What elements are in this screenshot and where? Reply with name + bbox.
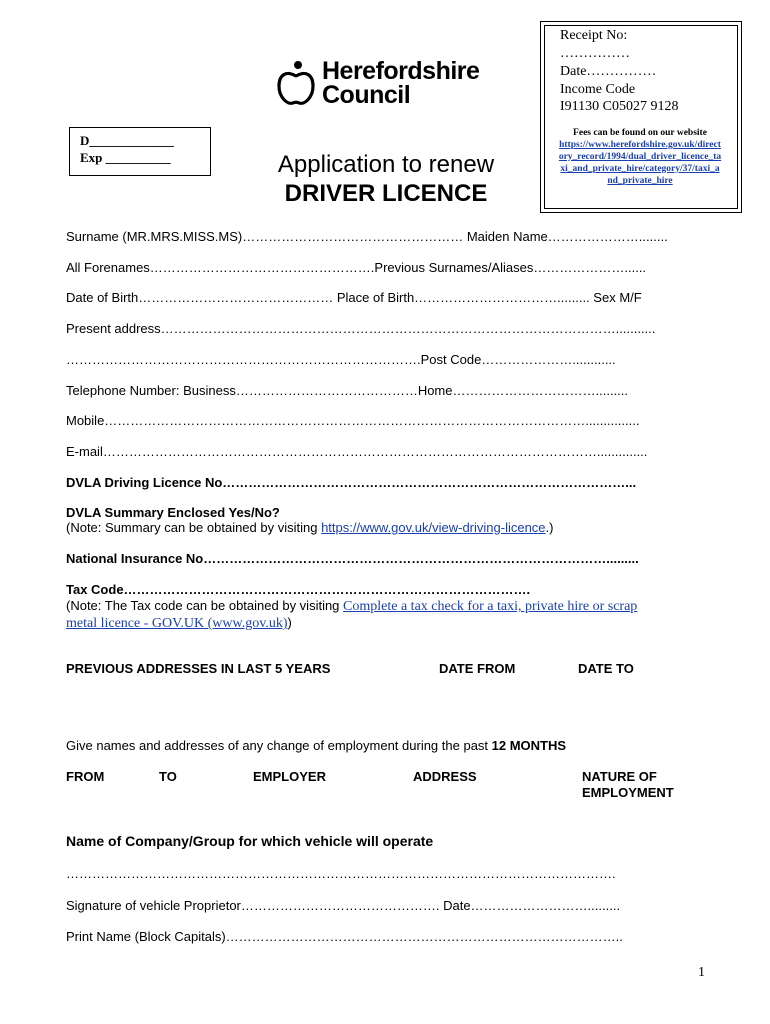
dvla-licence-field[interactable]: DVLA Driving Licence No…………………………………………………………………………………... [66,475,637,490]
ni-number-field[interactable]: National Insurance No…………………………………………………………………………………......... [66,551,639,566]
company-name-field[interactable]: ………………………………………………………………………………………………………………. [66,866,616,881]
fees-link-2[interactable]: ory_record/1994/dual_driver_licence_ta [558,152,722,162]
print-name-field[interactable]: Print Name (Block Capitals)……………………………………………………………………………….. [66,929,623,944]
tax-check-link-2[interactable]: metal licence - GOV.UK (www.gov.uk) [66,616,288,631]
page-number: 1 [698,965,705,980]
signature-field[interactable]: Signature of vehicle Proprietor………………………………………. Date………………………......... [66,898,621,913]
fees-link-3[interactable]: xi_and_private_hire/category/37/taxi_a [560,164,720,174]
employment-intro [66,738,566,753]
office-d-field[interactable]: D_____________ [80,133,174,148]
tax-code-field[interactable]: Tax Code…………………………………………………………………………………. [66,582,531,597]
receipt-dots: …………… [560,46,630,61]
page-subtitle: DRIVER LICENCE [284,180,488,207]
income-code-label: Income Code [560,82,636,97]
receipt-date: Date…………… [560,64,657,79]
employment-intro-text: Give names and addresses of any change of employment during the past [66,738,492,753]
employment-period: 12 MONTHS [491,738,567,753]
page-title: Application to renew [277,151,495,178]
receipt-no: Receipt No: [560,28,628,43]
company-heading: Name of Company/Group for which vehicle will operate [66,833,434,849]
surname-field[interactable]: Surname (MR.MRS.MISS.MS)…………………………………………… Maiden Name…………………........ [66,229,668,244]
apple-logo-icon [276,57,316,107]
col-employer: EMPLOYER [253,769,326,784]
tax-note-line1 [66,598,637,615]
income-code-value: I91130 C05027 9128 [560,99,679,114]
tax-note-line2 [66,614,292,632]
date-from-heading: DATE FROM [439,661,516,676]
dvla-summary-field[interactable]: DVLA Summary Enclosed Yes/No? [66,505,280,520]
summary-note-post: .) [545,520,554,535]
council-logo [276,57,498,109]
dob-field[interactable]: Date of Birth……………………………………… Place of Birth……………………………......... Sex M/F [66,290,642,305]
forenames-field[interactable]: All Forenames…………………………………………….Previous Surnames/Aliases…………………...... [66,260,647,275]
tax-check-link[interactable]: Complete a tax check for a taxi, private hire or scrap [343,599,638,614]
tax-note-pre: (Note: The Tax code can be obtained by visiting [66,598,344,613]
date-to-heading: DATE TO [578,661,634,676]
prev-addresses-heading: PREVIOUS ADDRESSES IN LAST 5 YEARS [66,661,331,676]
col-nature-line2: EMPLOYMENT [582,785,674,800]
tax-note-post: ) [287,615,292,630]
fees-link-1[interactable]: https://www.herefordshire.gov.uk/direct [559,140,721,150]
telephone-field[interactable]: Telephone Number: Business……………………………………Home……………………………......... [66,383,629,398]
fees-note: Fees can be found on our website [573,128,707,138]
col-from: FROM [66,769,105,784]
col-nature-line1: NATURE OF [582,769,657,784]
email-field[interactable]: E-mail…………………………………………………………………………………………………….............. [66,444,648,459]
logo-line1: Herefordshire [322,57,480,85]
present-address-field[interactable]: Present address……………………………………………………………………………………………........... [66,321,656,336]
col-address: ADDRESS [413,769,477,784]
col-to: TO [159,769,177,784]
mobile-field[interactable]: Mobile…………………………………………………………………………………………………............... [66,413,640,428]
office-exp-field[interactable]: Exp __________ [80,150,171,165]
post-code-field[interactable]: ……………………………………………………………………….Post Code…………………............ [66,352,616,367]
logo-line2: Council [322,81,411,109]
fees-link-4[interactable]: nd_private_hire [607,176,673,186]
view-driving-licence-link[interactable]: https://www.gov.uk/view-driving-licence [321,520,546,535]
summary-note-pre: (Note: Summary can be obtained by visiting [66,520,322,535]
summary-note [66,520,553,535]
